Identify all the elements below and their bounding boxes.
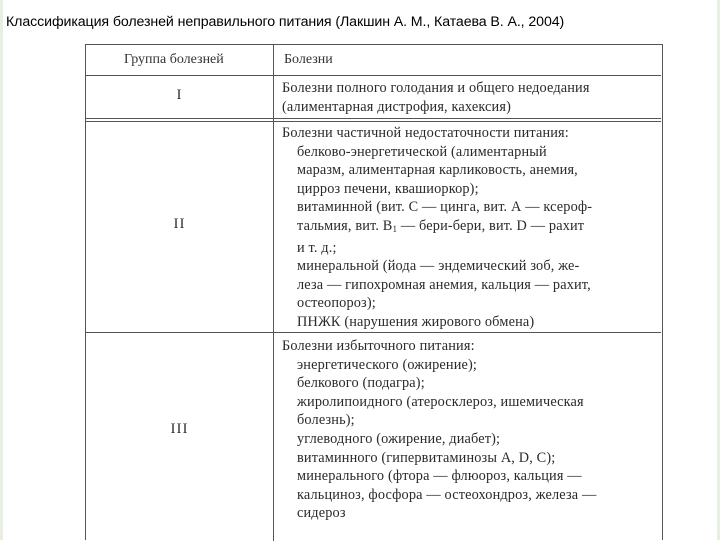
- cell-line: энергетического (ожирение);: [297, 356, 478, 373]
- row-divider: [86, 118, 661, 119]
- cell-line: остеопороз);: [297, 295, 376, 312]
- cell-line: жиролипоидного (атеросклероз, ишемическая: [297, 393, 584, 410]
- column-divider: [273, 45, 274, 541]
- cell-line: (алиментарная дистрофия, кахексия): [282, 98, 511, 115]
- cell-line: минеральной (йода — эндемический зоб, же-: [297, 258, 580, 275]
- cell-line: витаминной (вит. С — цинга, вит. А — ксероф-: [297, 199, 593, 216]
- group-number: III: [170, 421, 189, 437]
- row-divider: [86, 332, 661, 333]
- cell-line: леза — гипохромная анемия, кальция — рахит,: [297, 276, 591, 293]
- cell-line: болезнь);: [297, 412, 355, 429]
- group-number: II: [173, 216, 186, 232]
- cell-line-part: тальмия, вит. В: [297, 217, 393, 234]
- cell-line: витаминного (гипервитаминозы А, D, С);: [297, 449, 556, 466]
- cell-line: цирроз печени, квашиоркор);: [297, 180, 479, 197]
- cell-line: [282, 217, 660, 239]
- cell-line: углеводного (ожирение, диабет);: [297, 430, 501, 447]
- cell-line: Болезни частичной недостаточности питания:: [282, 125, 569, 141]
- cell-line: белкового (подагра);: [297, 375, 425, 392]
- cell-line: Болезни избыточного питания:: [282, 338, 475, 354]
- slide-frame-left: [0, 0, 3, 540]
- classification-table: [85, 44, 663, 540]
- cell-line: Болезни полного голодания и общего недоедания: [282, 80, 590, 96]
- cell-line: маразм, алиментарная карликовость, анемия,: [297, 162, 578, 179]
- cell-line: кальциноз, фосфора — остеохондроз, железа —: [297, 486, 597, 503]
- cell-line: ПНЖК (нарушения жирового обмена): [297, 313, 535, 330]
- cell-line: и т. д.;: [297, 239, 337, 256]
- subscript: 1: [392, 223, 398, 234]
- row-divider: [86, 75, 661, 76]
- diseases-cell: [282, 79, 660, 116]
- row-divider: [86, 121, 661, 122]
- header-diseases: Болезни: [284, 52, 333, 67]
- group-number: I: [176, 87, 183, 103]
- cell-line-part: — бери-бери, вит. D — рахит: [397, 217, 585, 234]
- cell-line: белково-энергетической (алиментарный: [297, 143, 547, 160]
- cell-line: сидероз: [297, 505, 346, 522]
- slide-title: Классификация болезней неправильного питания (Лакшин А. М., Катаева В. А., 2004): [6, 14, 565, 30]
- cell-line: минерального (фтора — флюороз, кальция —: [297, 468, 582, 485]
- header-group: Группа болезней: [124, 52, 224, 67]
- diseases-cell: [282, 124, 660, 332]
- diseases-cell: [282, 337, 660, 523]
